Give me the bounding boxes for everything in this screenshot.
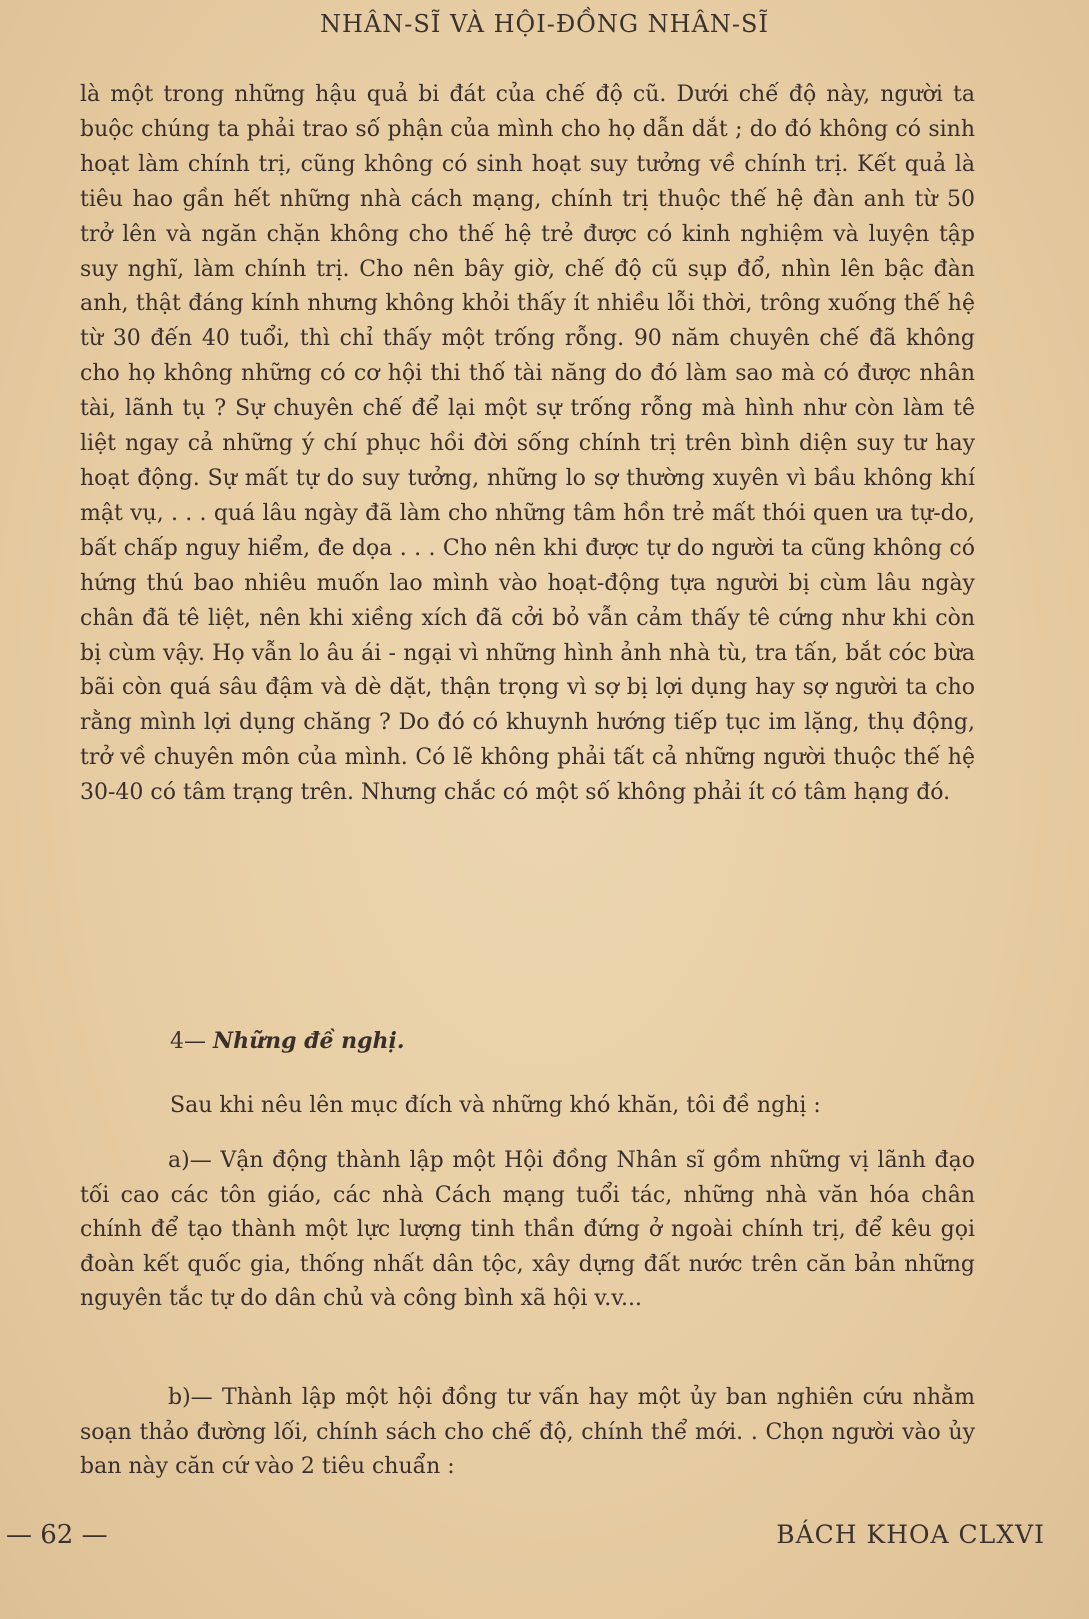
page-number: — 62 — [6,1520,108,1550]
paragraph-3: a)— Vận động thành lập một Hội đồng Nhân sĩ gồm những vị lãnh đạo tối cao các tôn giáo, các nhà Cách mạng tuổi tác, những nhà văn hóa chân chính để tạo thành một lực lượng tinh thần đứng ở ngoài chính trị, để kêu gọi đoàn kết quốc gia, thống nhất dân tộc, xây dựng đất nước trên căn bản những nguyên tắc tự do dân chủ và công bình xã hội v.v... [80,1148,975,1312]
section-number: 4— [170,1029,213,1054]
running-head: NHÂN-SĨ VÀ HỘI-ĐỒNG NHÂN-SĨ [320,10,769,38]
publication-name: BÁCH KHOA CLXVI [776,1520,1045,1549]
section-title: Những đề nghị. [213,1028,405,1054]
body-text [80,78,975,811]
paragraph-1: là một trong những hậu quả bi đát của chế độ cũ. Dưới chế độ này, người ta buộc chúng ta phải trao số phận của mình cho họ dẫn dắt ; do đó không có sinh hoạt làm chính trị, cũng không có sinh hoạt suy tưởng về chính trị. Kết quả là tiêu hao gần hết những nhà cách mạng, chính trị thuộc thế hệ đàn anh từ 50 trở lên và ngăn chặn không cho thế hệ trẻ được có kinh nghiệm và luyện tập suy nghĩ, làm chính trị. Cho nên bây giờ, chế độ cũ sụp đổ, nhìn lên bậc đàn anh, thật đáng kính nhưng không khỏi thấy ít nhiều lỗi thời, trông xuống thế hệ từ 30 đến 40 tuổi, thì chỉ thấy một trống rỗng. 90 năm chuyên chế đã không cho họ không những có cơ hội thi thố tài năng do đó làm sao mà có được nhân tài, lãnh tụ ? Sự chuyên chế để lại một sự trống rỗng mà hình như còn làm tê liệt ngay cả những ý chí phục hồi đời sống chính trị trên bình diện suy tư hay hoạt động. Sự mất tự do suy tưởng, những lo sợ thường xuyên vì bầu không khí mật vụ, . . . quá lâu ngày đã làm cho những tâm hồn trẻ mất thói quen ưa tự-do, bất chấp nguy hiểm, đe dọa . . . Cho nên khi được tự do người ta cũng không có hứng thú bao nhiêu muốn lao mình vào hoạt-động tựa người bị cùm lâu ngày chân đã tê liệt, nên khi xiềng xích đã cởi bỏ vẫn cảm thấy tê cứng như khi còn bị cùm vậy. Họ vẫn lo âu ái - ngại vì những hình ảnh nhà tù, tra tấn, bắt cóc bừa bãi còn quá sâu đậm và dè dặt, thận trọng vì sợ bị lợi dụng hay sợ người ta cho rằng mình lợi dụng chăng ? Do đó có khuynh hướng tiếp tục im lặng, thụ động, trở về chuyên môn của mình. Có lẽ không phải tất cả những người thuộc thế hệ 30-40 có tâm trạng trên. Nhưng chắc có một số không phải ít có tâm hạng đó. [80,82,975,806]
section-heading [170,1028,405,1054]
paragraph-4: b)— Thành lập một hội đồng tư vấn hay một ủy ban nghiên cứu nhằm soạn thảo đường lối, chính sách cho chế độ, chính thể mới. . Chọn người vào ủy ban này căn cứ vào 2 tiêu chuẩn : [80,1385,975,1479]
paragraph-2: Sau khi nêu lên mục đích và những khó khăn, tôi đề nghị : [170,1093,821,1118]
